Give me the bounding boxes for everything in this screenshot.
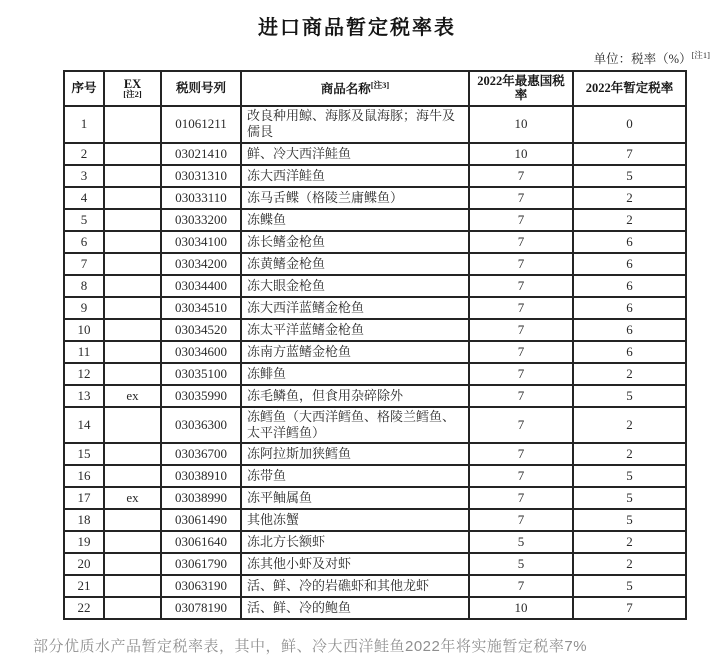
cell-seq: 1: [64, 106, 104, 143]
cell-provisional: 2: [573, 407, 686, 444]
cell-ex: ex: [104, 487, 161, 509]
cell-seq: 11: [64, 341, 104, 363]
cell-ex: [104, 253, 161, 275]
cell-mfn: 10: [469, 106, 573, 143]
cell-provisional: 2: [573, 443, 686, 465]
table-row: [64, 407, 686, 444]
footer-annotation: 部分优质水产品暂定税率表，其中，鲜、冷大西洋鲑鱼2022年将实施暂定税率7%: [33, 638, 588, 656]
table-row: [64, 106, 686, 143]
cell-name: 冻大西洋蓝鳍金枪鱼: [241, 297, 469, 319]
cell-mfn: 7: [469, 385, 573, 407]
cell-name: 冻马舌鲽（格陵兰庸鲽鱼）: [241, 187, 469, 209]
cell-seq: 5: [64, 209, 104, 231]
cell-mfn: 7: [469, 297, 573, 319]
header-mfn: 2022年最惠国税率: [469, 71, 573, 106]
cell-name: 冻鲽鱼: [241, 209, 469, 231]
cell-ex: [104, 231, 161, 253]
table-header-row: [64, 71, 686, 106]
cell-ex: [104, 187, 161, 209]
cell-ex: [104, 553, 161, 575]
cell-name: 冻长鳍金枪鱼: [241, 231, 469, 253]
cell-ex: [104, 143, 161, 165]
table-row: [64, 253, 686, 275]
cell-seq: 12: [64, 363, 104, 385]
cell-provisional: 2: [573, 553, 686, 575]
table-row: [64, 363, 686, 385]
cell-mfn: 7: [469, 509, 573, 531]
table-row: [64, 509, 686, 531]
cell-seq: 19: [64, 531, 104, 553]
cell-provisional: 5: [573, 509, 686, 531]
cell-seq: 3: [64, 165, 104, 187]
cell-seq: 17: [64, 487, 104, 509]
cell-provisional: 7: [573, 143, 686, 165]
cell-ex: [104, 275, 161, 297]
cell-code: 03036300: [161, 407, 241, 444]
cell-code: 03034600: [161, 341, 241, 363]
cell-provisional: 2: [573, 363, 686, 385]
cell-name: 冻鲱鱼: [241, 363, 469, 385]
cell-name: 冻平鲉属鱼: [241, 487, 469, 509]
cell-mfn: 10: [469, 143, 573, 165]
cell-provisional: 7: [573, 597, 686, 619]
header-ex: [104, 71, 161, 106]
cell-seq: 9: [64, 297, 104, 319]
header-provisional: 2022年暂定税率: [573, 71, 686, 106]
cell-mfn: 7: [469, 209, 573, 231]
cell-code: 03035100: [161, 363, 241, 385]
cell-mfn: 7: [469, 319, 573, 341]
cell-ex: [104, 319, 161, 341]
header-ex-note: [注2]: [123, 89, 142, 100]
cell-seq: 21: [64, 575, 104, 597]
cell-ex: [104, 341, 161, 363]
cell-name: 冻大西洋鲑鱼: [241, 165, 469, 187]
unit-label: [0, 49, 714, 67]
cell-name: 活、鲜、冷的岩礁虾和其他龙虾: [241, 575, 469, 597]
cell-mfn: 7: [469, 487, 573, 509]
cell-code: 03061490: [161, 509, 241, 531]
cell-mfn: 7: [469, 341, 573, 363]
cell-ex: [104, 575, 161, 597]
cell-provisional: 5: [573, 487, 686, 509]
header-name-label: 商品名称: [320, 81, 371, 96]
cell-name: 改良种用鲸、海豚及鼠海豚；海牛及儒艮: [241, 106, 469, 143]
table-row: [64, 231, 686, 253]
cell-ex: [104, 509, 161, 531]
cell-seq: 6: [64, 231, 104, 253]
table-row: [64, 165, 686, 187]
cell-mfn: 7: [469, 275, 573, 297]
header-name-note: [注3]: [370, 79, 390, 90]
cell-mfn: 7: [469, 253, 573, 275]
cell-ex: ex: [104, 385, 161, 407]
header-code: 税则号列: [161, 71, 241, 106]
cell-ex: [104, 209, 161, 231]
cell-mfn: 5: [469, 553, 573, 575]
cell-name: 活、鲜、冷的鲍鱼: [241, 597, 469, 619]
cell-mfn: 10: [469, 597, 573, 619]
cell-seq: 2: [64, 143, 104, 165]
cell-name: 冻鳕鱼（大西洋鳕鱼、格陵兰鳕鱼、太平洋鳕鱼）: [241, 407, 469, 444]
cell-code: 01061211: [161, 106, 241, 143]
cell-provisional: 5: [573, 385, 686, 407]
cell-mfn: 5: [469, 531, 573, 553]
unit-note-superscript: [注1]: [691, 50, 710, 60]
table-row: [64, 187, 686, 209]
cell-mfn: 7: [469, 407, 573, 444]
cell-provisional: 0: [573, 106, 686, 143]
cell-ex: [104, 531, 161, 553]
cell-provisional: 2: [573, 209, 686, 231]
cell-code: 03061640: [161, 531, 241, 553]
cell-seq: 20: [64, 553, 104, 575]
cell-name: 冻南方蓝鳍金枪鱼: [241, 341, 469, 363]
header-seq: 序号: [64, 71, 104, 106]
table-row: [64, 553, 686, 575]
cell-code: 03061790: [161, 553, 241, 575]
table-row: [64, 597, 686, 619]
cell-ex: [104, 363, 161, 385]
cell-name: 冻毛鳞鱼，但食用杂碎除外: [241, 385, 469, 407]
cell-code: 03038990: [161, 487, 241, 509]
cell-code: 03034510: [161, 297, 241, 319]
cell-seq: 13: [64, 385, 104, 407]
table-row: [64, 297, 686, 319]
unit-label-text: 单位：税率（%）: [593, 52, 692, 67]
cell-provisional: 6: [573, 341, 686, 363]
table-row: [64, 385, 686, 407]
cell-name: 冻其他小虾及对虾: [241, 553, 469, 575]
cell-code: 03034100: [161, 231, 241, 253]
cell-seq: 10: [64, 319, 104, 341]
cell-name: 冻太平洋蓝鳍金枪鱼: [241, 319, 469, 341]
cell-seq: 15: [64, 443, 104, 465]
cell-provisional: 2: [573, 531, 686, 553]
cell-ex: [104, 297, 161, 319]
cell-code: 03031310: [161, 165, 241, 187]
cell-seq: 8: [64, 275, 104, 297]
cell-provisional: 5: [573, 165, 686, 187]
cell-code: 03033110: [161, 187, 241, 209]
cell-provisional: 5: [573, 575, 686, 597]
cell-name: 鲜、冷大西洋鲑鱼: [241, 143, 469, 165]
table-row: [64, 487, 686, 509]
cell-provisional: 6: [573, 297, 686, 319]
cell-code: 03021410: [161, 143, 241, 165]
cell-code: 03033200: [161, 209, 241, 231]
cell-code: 03035990: [161, 385, 241, 407]
table-row: [64, 319, 686, 341]
cell-ex: [104, 165, 161, 187]
cell-name: 冻黄鳍金枪鱼: [241, 253, 469, 275]
cell-seq: 14: [64, 407, 104, 444]
cell-code: 03036700: [161, 443, 241, 465]
cell-code: 03034200: [161, 253, 241, 275]
cell-mfn: 7: [469, 165, 573, 187]
cell-seq: 22: [64, 597, 104, 619]
cell-mfn: 7: [469, 465, 573, 487]
cell-code: 03034520: [161, 319, 241, 341]
header-name: [241, 71, 469, 106]
cell-seq: 4: [64, 187, 104, 209]
cell-mfn: 7: [469, 443, 573, 465]
cell-name: 其他冻蟹: [241, 509, 469, 531]
cell-code: 03078190: [161, 597, 241, 619]
cell-provisional: 5: [573, 465, 686, 487]
table-row: [64, 275, 686, 297]
cell-provisional: 6: [573, 231, 686, 253]
cell-seq: 16: [64, 465, 104, 487]
cell-seq: 18: [64, 509, 104, 531]
table-row: [64, 575, 686, 597]
page-title: 进口商品暂定税率表: [258, 17, 456, 39]
table-body: [64, 106, 686, 619]
cell-mfn: 7: [469, 231, 573, 253]
table-row: [64, 531, 686, 553]
cell-ex: [104, 597, 161, 619]
cell-mfn: 7: [469, 363, 573, 385]
table-row: [64, 443, 686, 465]
table-row: [64, 341, 686, 363]
cell-name: 冻阿拉斯加狭鳕鱼: [241, 443, 469, 465]
table-row: [64, 143, 686, 165]
header-ex-label: EX: [123, 76, 142, 91]
cell-code: 03063190: [161, 575, 241, 597]
table-row: [64, 209, 686, 231]
cell-ex: [104, 106, 161, 143]
cell-provisional: 2: [573, 187, 686, 209]
cell-provisional: 6: [573, 253, 686, 275]
cell-provisional: 6: [573, 275, 686, 297]
tariff-rate-table: [63, 70, 687, 620]
cell-mfn: 7: [469, 187, 573, 209]
cell-ex: [104, 443, 161, 465]
table-row: [64, 465, 686, 487]
cell-name: 冻北方长额虾: [241, 531, 469, 553]
cell-ex: [104, 407, 161, 444]
cell-code: 03034400: [161, 275, 241, 297]
cell-provisional: 6: [573, 319, 686, 341]
table-header: [64, 71, 686, 106]
cell-code: 03038910: [161, 465, 241, 487]
cell-name: 冻大眼金枪鱼: [241, 275, 469, 297]
cell-seq: 7: [64, 253, 104, 275]
cell-mfn: 7: [469, 575, 573, 597]
cell-ex: [104, 465, 161, 487]
cell-name: 冻带鱼: [241, 465, 469, 487]
